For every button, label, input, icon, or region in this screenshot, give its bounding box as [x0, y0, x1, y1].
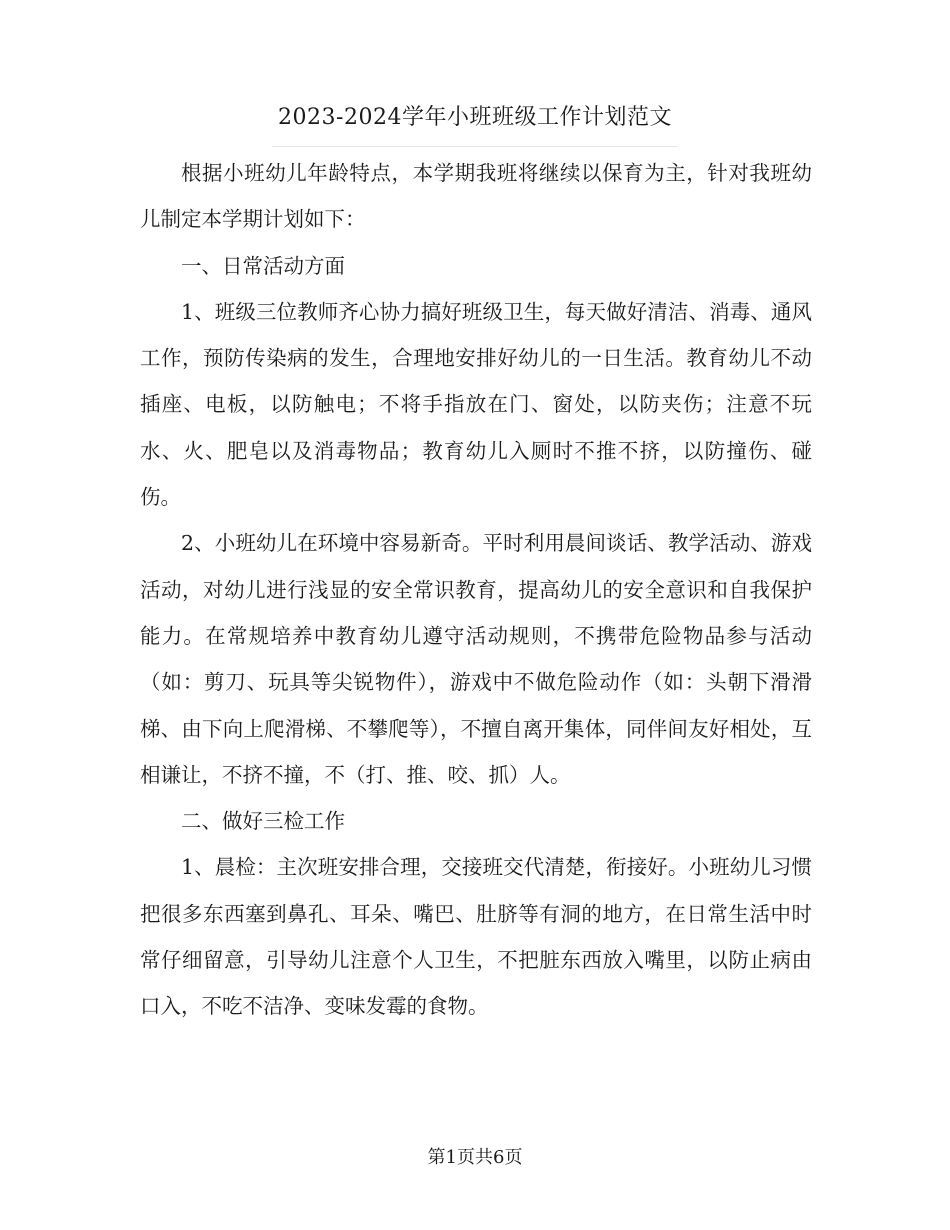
page-title: 2023-2024学年小班班级工作计划范文: [278, 105, 672, 130]
document-body: [140, 150, 812, 1030]
title-divider: [272, 146, 678, 147]
section-heading-three-checks: 二、做好三检工作: [181, 809, 345, 834]
paragraph-item-2: 2、小班幼儿在环境中容易新奇。平时利用晨间谈话、教学活动、游戏活动，对幼儿进行浅显的安全常识教育，提高幼儿的安全意识和自我保护能力。在常规培养中教育幼儿遵守活动规则，不携带危险物品参与活动（如：剪刀、玩具等尖锐物件），游戏中不做危险动作（如：头朝下滑滑梯、由下向上爬滑梯、不攀爬等），不擅自离开集体，同伴间友好相处，互相谦让，不挤不撞，不（打、推、咬、抓）人。: [140, 531, 812, 787]
paragraph-morning-check: 1、晨检：主次班安排合理，交接班交代清楚，衔接好。小班幼儿习惯把很多东西塞到鼻孔、耳朵、嘴巴、肚脐等有洞的地方，在日常生活中时常仔细留意，引导幼儿注意个人卫生，不把脏东西放入嘴里，以防止病由口入，不吃不洁净、变味发霉的食物。: [140, 855, 812, 1019]
paragraph-item-1: 1、班级三位教师齐心协力搞好班级卫生，每天做好清洁、消毒、通风工作，预防传染病的发生，合理地安排好幼儿的一日生活。教育幼儿不动插座、电板，以防触电；不将手指放在门、窗处，以防夹伤；注意不玩水、火、肥皂以及消毒物品；教育幼儿入厕时不推不挤，以防撞伤、碰伤。: [140, 299, 812, 510]
page-number: 第1页共6页: [427, 1147, 523, 1168]
paragraph-intro: 根据小班幼儿年龄特点，本学期我班将继续以保育为主，针对我班幼儿制定本学期计划如下：: [140, 161, 812, 232]
section-heading-daily-activities: 一、日常活动方面: [181, 253, 345, 278]
